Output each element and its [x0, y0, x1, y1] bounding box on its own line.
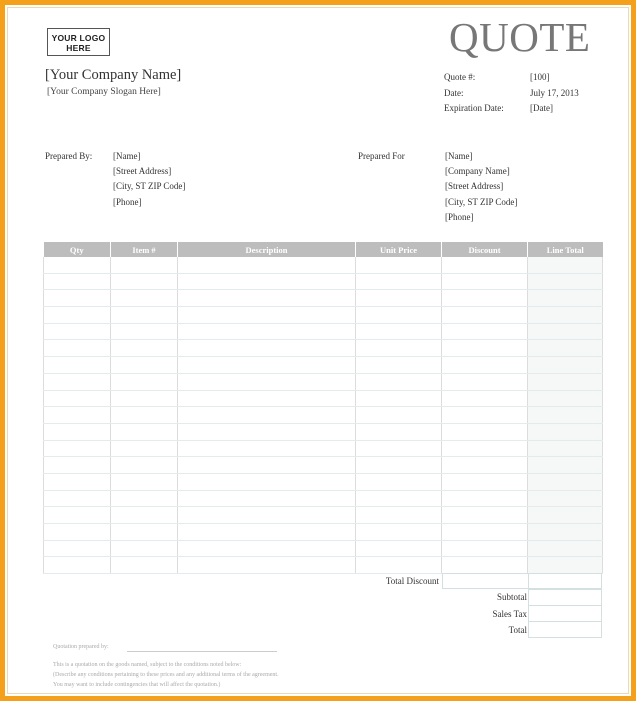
column-header-unit-price: Unit Price: [356, 242, 442, 257]
total-discount-label: Total Discount: [385, 576, 439, 586]
table-row: [44, 507, 603, 524]
table-row: [44, 323, 603, 340]
cell-line-total[interactable]: [528, 557, 603, 574]
cell-description[interactable]: [178, 507, 356, 524]
cell-line-total[interactable]: [528, 407, 603, 424]
cell-item-number[interactable]: [111, 340, 178, 357]
cell-qty[interactable]: [44, 373, 111, 390]
cell-line-total[interactable]: [528, 540, 603, 557]
prepared-for-label: Prepared For: [358, 151, 405, 161]
cell-discount[interactable]: [442, 273, 528, 290]
cell-description[interactable]: [178, 540, 356, 557]
cell-qty[interactable]: [44, 257, 111, 273]
cell-item-number[interactable]: [111, 390, 178, 407]
cell-item-number[interactable]: [111, 273, 178, 290]
cell-discount[interactable]: [442, 524, 528, 541]
prepared-for-name: [Name]: [445, 151, 473, 161]
footer-signature-line: [127, 651, 277, 652]
cell-unit-price[interactable]: [356, 390, 442, 407]
table-row: [44, 307, 603, 324]
cell-qty[interactable]: [44, 490, 111, 507]
logo-line-1: YOUR LOGO: [51, 33, 106, 43]
cell-line-total[interactable]: [528, 507, 603, 524]
cell-qty[interactable]: [44, 307, 111, 324]
table-row: [44, 390, 603, 407]
cell-qty[interactable]: [44, 524, 111, 541]
cell-line-total[interactable]: [528, 307, 603, 324]
cell-item-number[interactable]: [111, 540, 178, 557]
table-row: [44, 340, 603, 357]
cell-discount[interactable]: [442, 540, 528, 557]
cell-item-number[interactable]: [111, 407, 178, 424]
table-row: [44, 457, 603, 474]
cell-qty[interactable]: [44, 473, 111, 490]
cell-description[interactable]: [178, 373, 356, 390]
table-row: [44, 373, 603, 390]
date-label: Date:: [444, 88, 464, 98]
cell-unit-price[interactable]: [356, 440, 442, 457]
cell-description[interactable]: [178, 473, 356, 490]
cell-unit-price[interactable]: [356, 423, 442, 440]
footer-terms-line-3: You may want to include contingencies that will affect the quotation.): [53, 682, 221, 688]
quote-number-value: [100]: [530, 72, 550, 82]
company-name: [Your Company Name]: [45, 67, 182, 83]
cell-qty[interactable]: [44, 273, 111, 290]
cell-unit-price[interactable]: [356, 540, 442, 557]
cell-discount[interactable]: [442, 407, 528, 424]
cell-discount[interactable]: [442, 440, 528, 457]
cell-qty[interactable]: [44, 407, 111, 424]
cell-discount[interactable]: [442, 290, 528, 307]
cell-unit-price[interactable]: [356, 457, 442, 474]
expiration-date-label: Expiration Date:: [444, 103, 504, 113]
cell-line-total[interactable]: [528, 524, 603, 541]
cell-line-total[interactable]: [528, 423, 603, 440]
cell-unit-price[interactable]: [356, 473, 442, 490]
cell-line-total[interactable]: [528, 457, 603, 474]
table-row: [44, 490, 603, 507]
cell-discount[interactable]: [442, 457, 528, 474]
table-row: [44, 557, 603, 574]
cell-item-number[interactable]: [111, 423, 178, 440]
cell-discount[interactable]: [442, 307, 528, 324]
cell-discount[interactable]: [442, 373, 528, 390]
cell-item-number[interactable]: [111, 307, 178, 324]
cell-line-total[interactable]: [528, 440, 603, 457]
cell-discount[interactable]: [442, 257, 528, 273]
cell-unit-price[interactable]: [356, 524, 442, 541]
table-header-row: [44, 242, 603, 257]
cell-discount[interactable]: [442, 323, 528, 340]
cell-qty[interactable]: [44, 440, 111, 457]
cell-unit-price[interactable]: [356, 507, 442, 524]
cell-unit-price[interactable]: [356, 273, 442, 290]
cell-description[interactable]: [178, 490, 356, 507]
cell-discount[interactable]: [442, 423, 528, 440]
table-row: [44, 423, 603, 440]
cell-item-number[interactable]: [111, 257, 178, 273]
cell-unit-price[interactable]: [356, 307, 442, 324]
table-row: [44, 524, 603, 541]
cell-qty[interactable]: [44, 357, 111, 374]
cell-line-total[interactable]: [528, 290, 603, 307]
cell-unit-price[interactable]: [356, 257, 442, 273]
cell-description[interactable]: [178, 257, 356, 273]
cell-unit-price[interactable]: [356, 373, 442, 390]
prepared-for-city: [City, ST ZIP Code]: [445, 197, 518, 207]
table-row: [44, 357, 603, 374]
cell-description[interactable]: [178, 440, 356, 457]
prepared-for-street: [Street Address]: [445, 181, 504, 191]
cell-qty[interactable]: [44, 557, 111, 574]
logo-line-2: HERE: [66, 43, 91, 53]
cell-description[interactable]: [178, 457, 356, 474]
cell-discount[interactable]: [442, 490, 528, 507]
cell-item-number[interactable]: [111, 507, 178, 524]
cell-qty[interactable]: [44, 540, 111, 557]
cell-description[interactable]: [178, 524, 356, 541]
cell-discount[interactable]: [442, 473, 528, 490]
total-field[interactable]: [528, 621, 602, 638]
table-row: [44, 473, 603, 490]
cell-description[interactable]: [178, 290, 356, 307]
cell-unit-price[interactable]: [356, 323, 442, 340]
column-header-qty: Qty: [44, 242, 111, 257]
cell-description[interactable]: [178, 557, 356, 574]
prepared-by-name: [Name]: [113, 151, 141, 161]
cell-description[interactable]: [178, 323, 356, 340]
line-items-table: [43, 242, 602, 574]
prepared-by-city: [City, ST ZIP Code]: [113, 181, 186, 191]
cell-item-number[interactable]: [111, 490, 178, 507]
cell-unit-price[interactable]: [356, 290, 442, 307]
column-header-discount: Discount: [442, 242, 528, 257]
cell-discount[interactable]: [442, 340, 528, 357]
expiration-date-value: [Date]: [530, 103, 553, 113]
cell-discount[interactable]: [442, 390, 528, 407]
cell-item-number[interactable]: [111, 373, 178, 390]
cell-discount[interactable]: [442, 557, 528, 574]
cell-line-total[interactable]: [528, 340, 603, 357]
cell-item-number[interactable]: [111, 323, 178, 340]
cell-item-number[interactable]: [111, 357, 178, 374]
cell-line-total[interactable]: [528, 373, 603, 390]
cell-description[interactable]: [178, 357, 356, 374]
cell-item-number[interactable]: [111, 473, 178, 490]
cell-unit-price[interactable]: [356, 407, 442, 424]
total-discount-line-total-field[interactable]: [528, 573, 602, 589]
cell-line-total[interactable]: [528, 323, 603, 340]
cell-qty[interactable]: [44, 457, 111, 474]
document-title: QUOTE: [449, 14, 591, 60]
cell-unit-price[interactable]: [356, 340, 442, 357]
cell-qty[interactable]: [44, 323, 111, 340]
cell-discount[interactable]: [442, 507, 528, 524]
cell-line-total[interactable]: [528, 473, 603, 490]
cell-item-number[interactable]: [111, 457, 178, 474]
cell-description[interactable]: [178, 407, 356, 424]
prepared-by-phone: [Phone]: [113, 197, 142, 207]
date-value: July 17, 2013: [530, 88, 579, 98]
cell-description[interactable]: [178, 390, 356, 407]
total-label: Total: [508, 625, 527, 635]
cell-description[interactable]: [178, 273, 356, 290]
table-row: [44, 440, 603, 457]
prepared-by-street: [Street Address]: [113, 166, 172, 176]
quote-number-label: Quote #:: [444, 72, 476, 82]
table-row: [44, 290, 603, 307]
cell-discount[interactable]: [442, 357, 528, 374]
cell-item-number[interactable]: [111, 557, 178, 574]
cell-item-number[interactable]: [111, 524, 178, 541]
prepared-for-phone: [Phone]: [445, 212, 474, 222]
table-row: [44, 273, 603, 290]
subtotal-label: Subtotal: [496, 592, 527, 602]
prepared-for-company: [Company Name]: [445, 166, 510, 176]
cell-line-total[interactable]: [528, 357, 603, 374]
cell-item-number[interactable]: [111, 290, 178, 307]
prepared-by-label: Prepared By:: [45, 151, 93, 161]
cell-item-number[interactable]: [111, 440, 178, 457]
cell-description[interactable]: [178, 340, 356, 357]
cell-qty[interactable]: [44, 507, 111, 524]
sales-tax-label: Sales Tax: [492, 609, 527, 619]
cell-line-total[interactable]: [528, 390, 603, 407]
cell-unit-price[interactable]: [356, 357, 442, 374]
footer-terms-line-2: (Describe any conditions pertaining to these prices and any additional terms of the agreement.: [53, 672, 279, 678]
column-header-description: Description: [178, 242, 356, 257]
table-row: [44, 540, 603, 557]
cell-description[interactable]: [178, 423, 356, 440]
cell-line-total[interactable]: [528, 273, 603, 290]
cell-qty[interactable]: [44, 423, 111, 440]
footer-prepared-by-label: Quotation prepared by:: [53, 644, 109, 650]
cell-line-total[interactable]: [528, 257, 603, 273]
cell-qty[interactable]: [44, 290, 111, 307]
subtotal-field[interactable]: [528, 589, 602, 606]
total-discount-field[interactable]: [442, 573, 529, 589]
cell-unit-price[interactable]: [356, 490, 442, 507]
cell-qty[interactable]: [44, 390, 111, 407]
column-header-item-number: Item #: [111, 242, 178, 257]
footer-terms-line-1: This is a quotation on the goods named, subject to the conditions noted below:: [53, 662, 242, 668]
cell-description[interactable]: [178, 307, 356, 324]
company-slogan: [Your Company Slogan Here]: [47, 87, 161, 97]
sales-tax-field[interactable]: [528, 605, 602, 622]
cell-unit-price[interactable]: [356, 557, 442, 574]
table-row: [44, 257, 603, 273]
cell-qty[interactable]: [44, 340, 111, 357]
column-header-line-total: Line Total: [528, 242, 603, 257]
table-row: [44, 407, 603, 424]
logo-placeholder: [47, 28, 110, 56]
cell-line-total[interactable]: [528, 490, 603, 507]
